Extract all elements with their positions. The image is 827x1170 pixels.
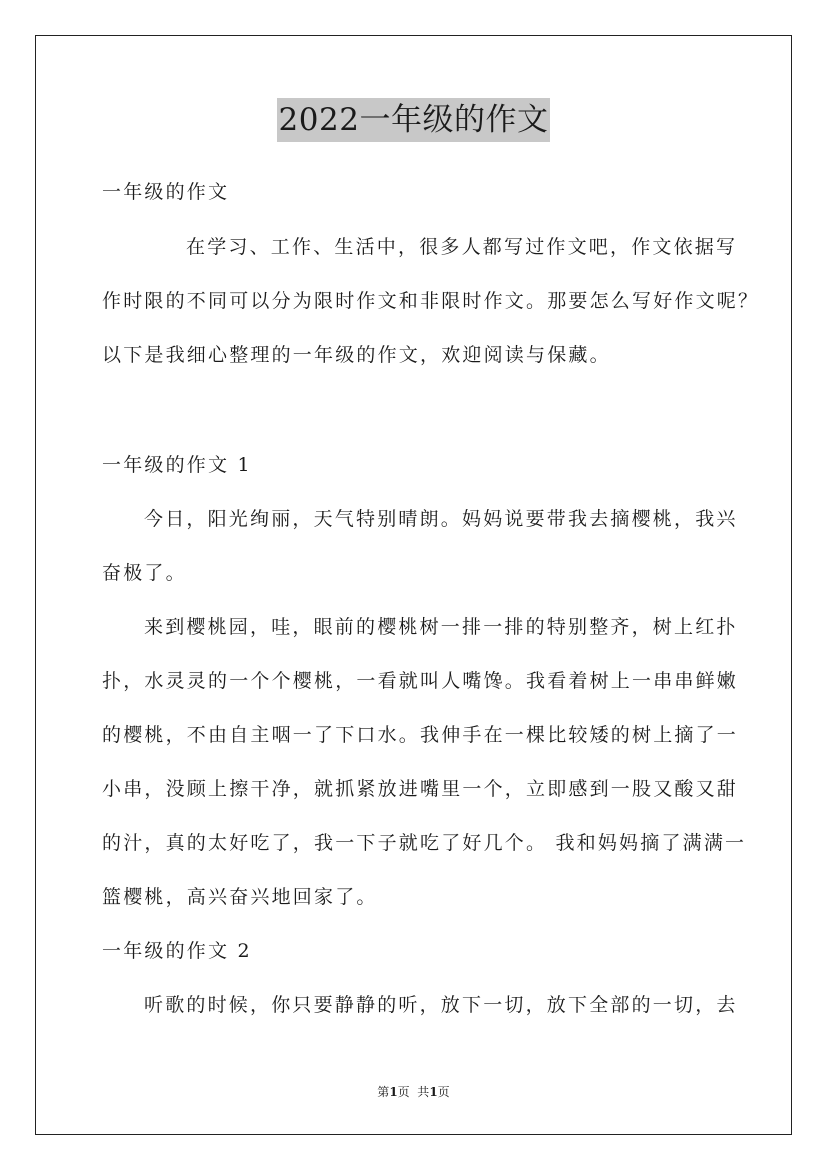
section-heading-main: 一年级的作文 xyxy=(102,181,230,203)
essay1-para1-line-1: 今日，阳光绚丽，天气特别晴朗。妈妈说要带我去摘樱桃，我兴 xyxy=(144,508,738,530)
essay2-para1-line-1: 听歌的时候，你只要静静的听，放下一切，放下全部的一切，去 xyxy=(144,994,738,1016)
footer-page-suffix: 页 xyxy=(437,1085,450,1099)
essay2-heading: 一年级的作文 2 xyxy=(102,940,252,962)
intro-line-2: 作时限的不同可以分为限时作文和非限时作文。那要怎么写好作文呢？ xyxy=(102,290,760,312)
footer-page-mid: 页 共 xyxy=(397,1085,430,1099)
footer-page-current: 1 xyxy=(389,1085,398,1099)
essay1-heading: 一年级的作文 1 xyxy=(102,454,252,476)
essay1-para2-line-3: 的樱桃，不由自主咽一了下口水。我伸手在一棵比较矮的树上摘了一 xyxy=(102,724,739,746)
intro-line-1: 在学习、工作、生活中，很多人都写过作文吧，作文依据写 xyxy=(186,236,738,258)
document-title: 2022一年级的作文 xyxy=(277,98,551,142)
essay1-para2-line-5: 的汁，真的太好吃了，我一下子就吃了好几个。 我和妈妈摘了满满一 xyxy=(102,832,747,854)
footer-page-total: 1 xyxy=(429,1085,438,1099)
intro-line-3: 以下是我细心整理的一年级的作文，欢迎阅读与保藏。 xyxy=(102,344,611,366)
page-footer xyxy=(0,1083,827,1101)
essay1-para2-line-6: 篮樱桃，高兴奋兴地回家了。 xyxy=(102,886,378,908)
essay1-para1-line-2: 奋极了。 xyxy=(102,562,187,584)
essay1-para2-line-1: 来到樱桃园，哇，眼前的樱桃树一排一排的特别整齐，树上红扑 xyxy=(144,616,738,638)
essay1-para2-line-2: 扑，水灵灵的一个个樱桃，一看就叫人嘴馋。我看着树上一串串鲜嫩 xyxy=(102,670,739,692)
title-container xyxy=(0,98,827,142)
footer-page-prefix: 第 xyxy=(377,1085,390,1099)
essay1-para2-line-4: 小串，没顾上擦干净，就抓紧放进嘴里一个，立即感到一股又酸又甜 xyxy=(102,778,739,800)
